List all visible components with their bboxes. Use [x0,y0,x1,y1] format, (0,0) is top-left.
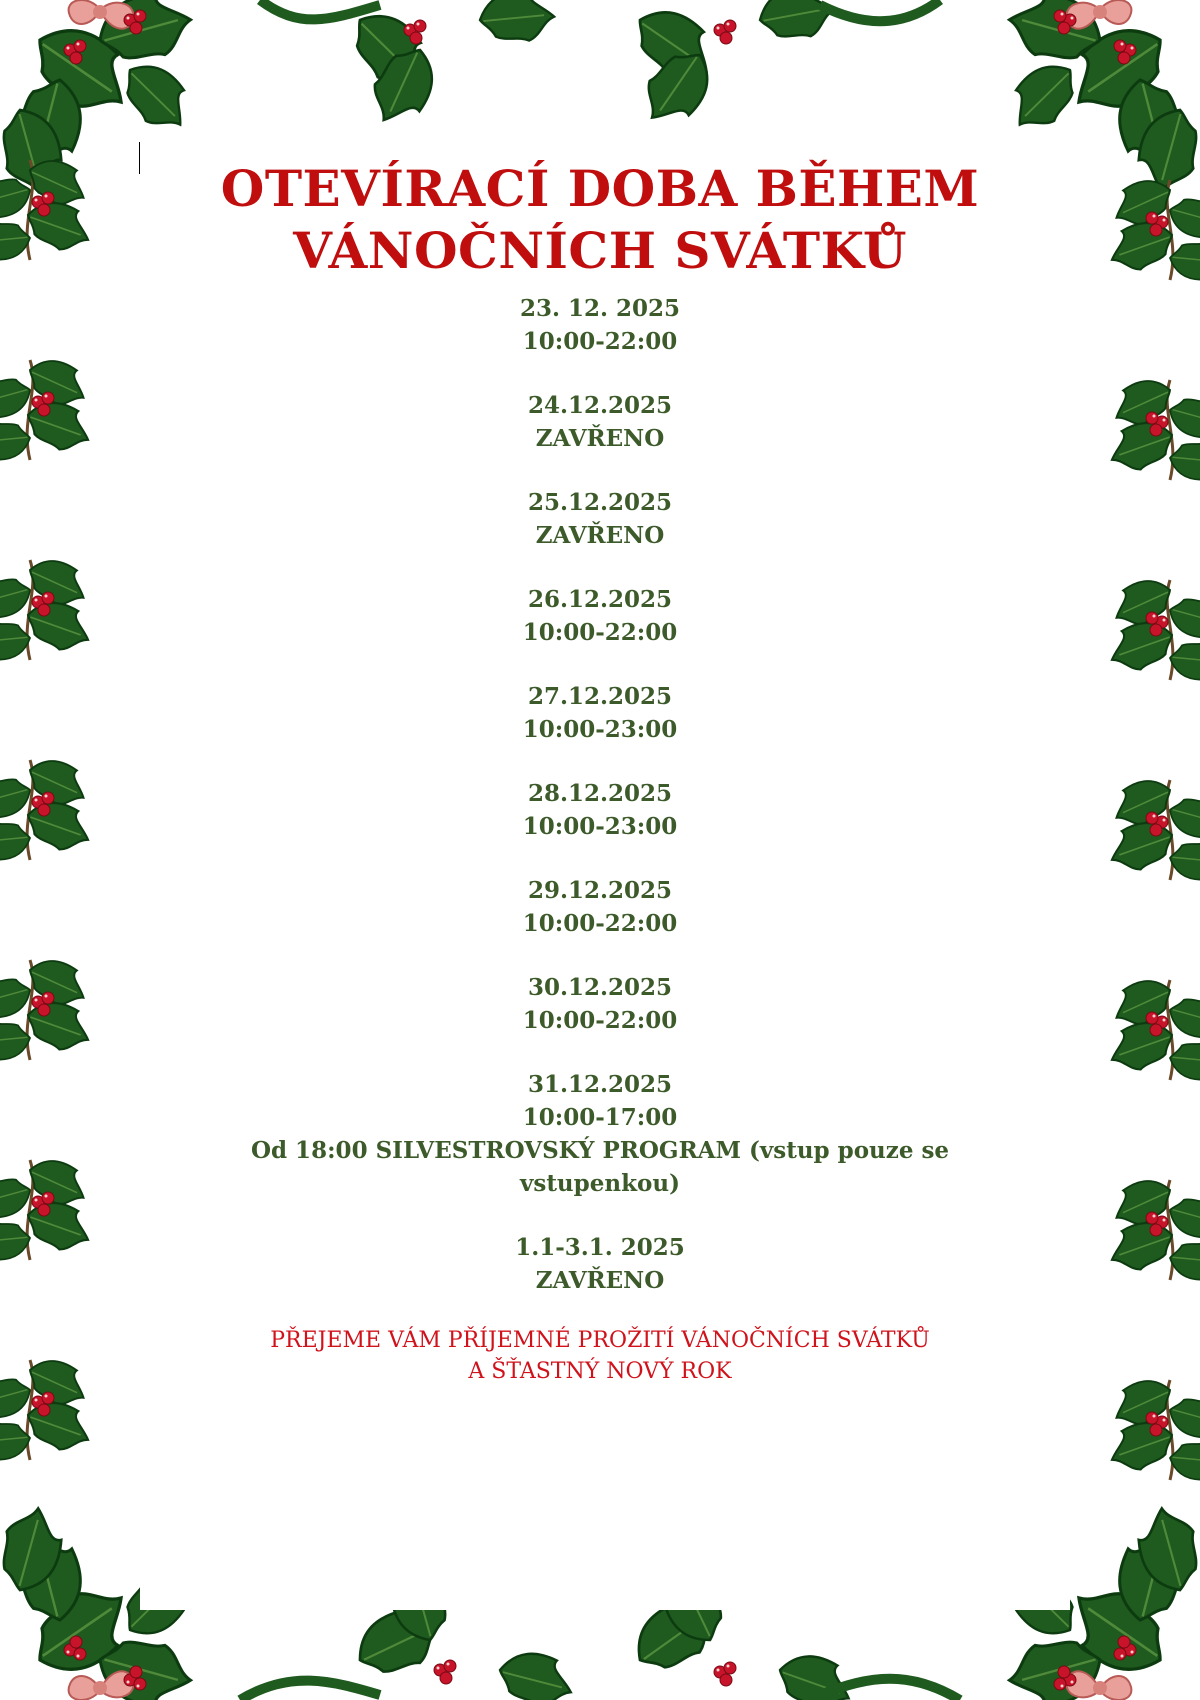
entry-hours: 10:00-22:00 [522,1007,678,1034]
schedule-entry [0,583,1200,649]
entry-date: 30.12.2025 [527,974,673,1001]
schedule-entry [0,486,1200,552]
greeting-line-1: PŘEJEME VÁM PŘÍJEMNÉ PROŽITÍ VÁNOČNÍCH SVÁTKŮ [270,1328,930,1353]
opening-hours-list [0,292,1200,1328]
entry-hours: ZAVŘENO [535,425,665,452]
entry-date: 23. 12. 2025 [519,295,681,322]
page-title [0,158,1200,282]
entry-date: 29.12.2025 [527,877,673,904]
title-line-2: VÁNOČNÍCH SVÁTKŮ [293,221,907,280]
entry-date: 31.12.2025 [527,1071,673,1098]
schedule-entry [0,874,1200,940]
schedule-entry [0,971,1200,1037]
entry-hours: 10:00-22:00 [522,619,678,646]
holiday-greeting [0,1325,1200,1387]
schedule-entry [0,680,1200,746]
entry-hours: 10:00-23:00 [522,813,678,840]
schedule-entry [0,777,1200,843]
entry-date: 28.12.2025 [527,780,673,807]
entry-hours: 10:00-22:00 [522,910,678,937]
entry-hours: 10:00-17:00 [522,1104,678,1131]
entry-date: 27.12.2025 [527,683,673,710]
entry-hours: 10:00-22:00 [522,328,678,355]
new-years-eve-note: Od 18:00 SILVESTROVSKÝ PROGRAM (vstup pouze se [250,1137,950,1164]
entry-date: 24.12.2025 [527,392,673,419]
entry-hours: ZAVŘENO [535,522,665,549]
schedule-entry [0,389,1200,455]
greeting-line-2: A ŠŤASTNÝ NOVÝ ROK [468,1359,732,1384]
schedule-entry [0,292,1200,358]
schedule-entry [0,1231,1200,1297]
title-line-1: OTEVÍRACÍ DOBA BĚHEM [220,159,980,218]
entry-date: 26.12.2025 [527,586,673,613]
entry-date: 25.12.2025 [527,489,673,516]
new-years-eve-note-cont: vstupenkou) [520,1170,680,1197]
entry-hours: 10:00-23:00 [522,716,678,743]
entry-hours: ZAVŘENO [535,1267,665,1294]
entry-date: 1.1-3.1. 2025 [515,1234,685,1261]
schedule-entry [0,1068,1200,1200]
